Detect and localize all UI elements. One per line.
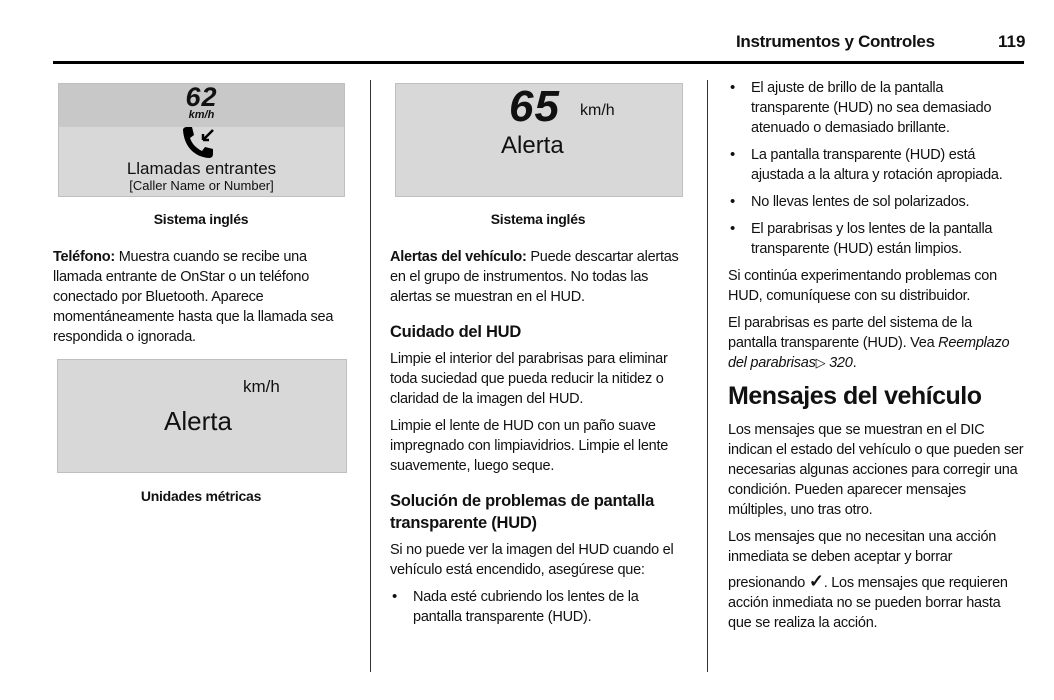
figure-caption: Sistema inglés [153, 211, 249, 227]
incoming-call-message: Llamadas entrantes [126, 159, 277, 178]
page-reference-icon: ▷ [815, 355, 826, 370]
page-number: 119 [998, 32, 1026, 51]
phone-paragraph [53, 247, 349, 347]
windshield-paragraph [728, 313, 1024, 373]
speed-unit: km/h [580, 102, 615, 119]
figure-caption: Unidades métricas [140, 488, 262, 504]
alerts-text: Puede descartar alertas en el grupo de instrumentos. No todas las alertas se muestran en el HUD. [390, 249, 679, 305]
section-heading-troubleshooting: Solución de problemas de pantalla transparente (HUD) [390, 492, 655, 532]
messages-paragraph-1: Los mensajes que se muestran en el DIC indican el estado del vehículo o que pueden ser necesarias algunas acciones para corregir una condición. Pueden aparecer mensajes múltiples, uno tras otro. [728, 422, 1024, 518]
figure-caption: Sistema inglés [490, 211, 586, 227]
list-item: • Nada esté cubriendo los lentes de la pantalla transparente (HUD). [390, 587, 688, 627]
speed-unit: km/h [188, 109, 215, 121]
list-item: • La pantalla transparente (HUD) está ajustada a la altura y rotación apropiada. [728, 145, 1024, 185]
list-item: • El parabrisas y los lentes de la pantalla transparente (HUD) están limpios. [728, 219, 1024, 259]
checkmark-icon: ✓ [808, 571, 824, 591]
clear-text: . Los mensajes que requieren acción inmediata no se pueden borrar hasta que se realiza la acción. [728, 575, 1008, 631]
column-1-text [53, 247, 349, 354]
alerts-paragraph [390, 247, 688, 307]
column-divider-2 [707, 80, 708, 672]
speed-value: 65 [509, 83, 560, 131]
column-divider-1 [370, 80, 371, 672]
column-3-text [728, 78, 1024, 640]
care-paragraph-2: Limpie el lente de HUD con un paño suave impregnado con limpiavidrios. Limpie el lente suavemente, luego seque. [390, 418, 669, 474]
dealer-paragraph: Si continúa experimentando problemas con HUD, comuníquese con su distribuidor. [728, 268, 997, 304]
running-header-title: Instrumentos y Controles [736, 32, 935, 51]
metric-alert-display-figure [57, 359, 347, 473]
troubleshooting-intro: Si no puede ver la imagen del HUD cuando el vehículo está encendido, asegúrese que: [390, 542, 674, 578]
caller-placeholder: [Caller Name or Number] [129, 178, 274, 193]
messages-paragraph-3 [728, 571, 1024, 633]
column-2-text [390, 247, 688, 634]
windshield-replacement-link[interactable]: Reemplazo del parabrisas [728, 335, 1010, 371]
phone-text: Muestra cuando se recibe una llamada entrante de OnStar o un teléfono conectado por Bluetooth. Aparece momentáneamente hasta que la llamada sea respondida o ignorada. [53, 249, 334, 345]
alert-label: Alerta [501, 132, 564, 159]
alert-label: Alerta [164, 406, 232, 436]
press-text: presionando [728, 575, 809, 591]
section-heading-vehicle-messages: Mensajes del vehículo [728, 382, 982, 410]
unit-label: km/h [243, 377, 280, 396]
alerts-term: Alertas del vehículo: [390, 249, 527, 265]
messages-paragraph-2: Los mensajes que no necesitan una acción inmediata se deben aceptar y borrar [728, 529, 997, 565]
hud-alert-display-figure [395, 83, 683, 197]
list-item: • No llevas lentes de sol polarizados. [728, 192, 1024, 212]
phone-term: Teléfono: [53, 249, 115, 265]
windshield-text: El parabrisas es parte del sistema de la pantalla transparente (HUD). Vea [728, 315, 972, 351]
incoming-call-icon [179, 126, 221, 162]
page-reference[interactable]: 320 [825, 355, 853, 371]
list-item: • El ajuste de brillo de la pantalla transparente (HUD) no sea demasiado atenuado o demasiado brillante. [728, 78, 1024, 138]
care-paragraph-1: Limpie el interior del parabrisas para eliminar toda suciedad que pueda reducir la nitidez o claridad de la imagen del HUD. [390, 351, 668, 407]
speed-value: 62 [185, 83, 218, 112]
incoming-call-display-figure [58, 83, 345, 197]
section-heading-hud-care: Cuidado del HUD [390, 323, 521, 341]
period: . [852, 355, 857, 371]
header-rule [53, 61, 1024, 64]
